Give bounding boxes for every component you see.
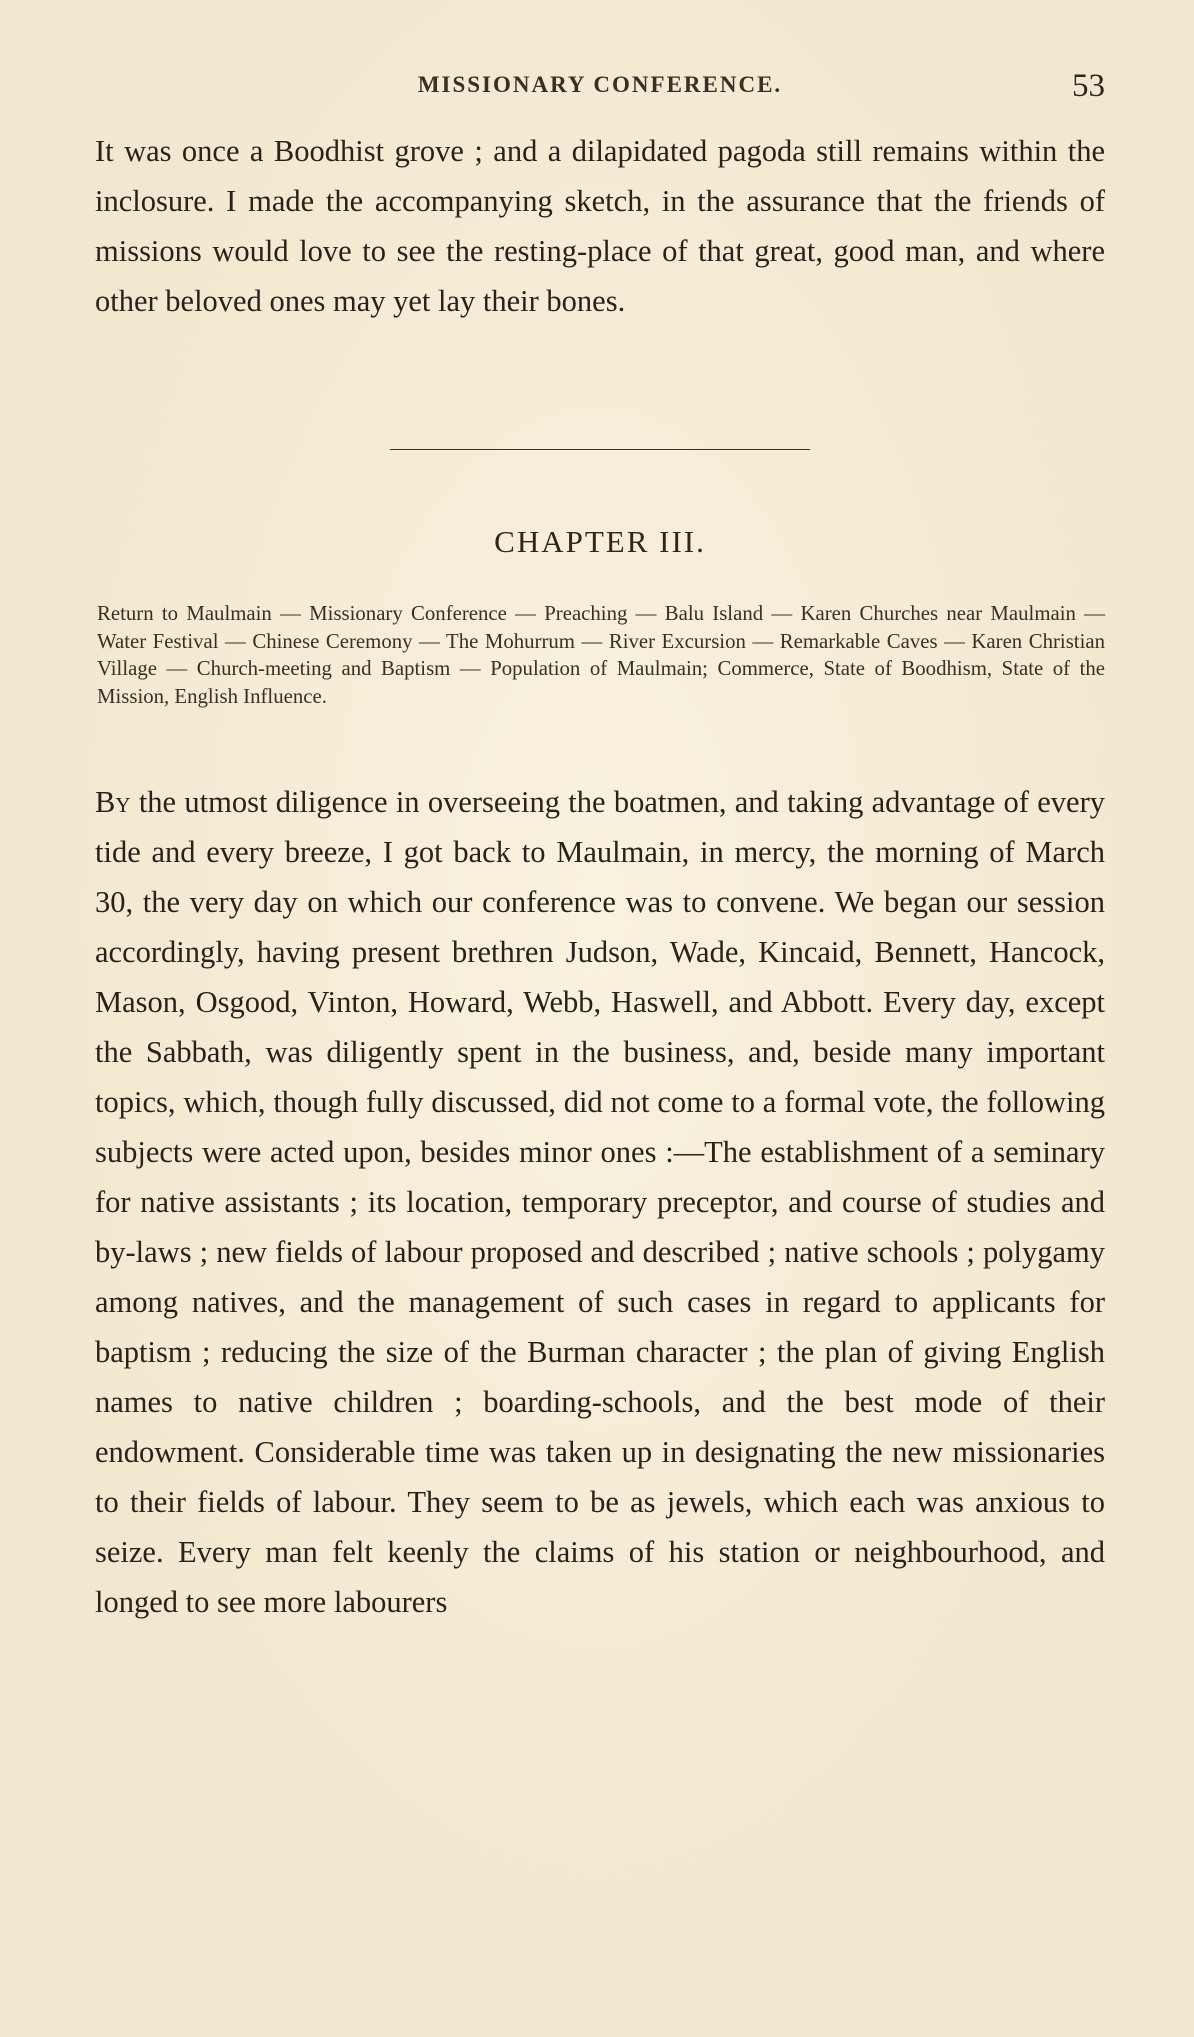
section-divider — [390, 449, 810, 450]
body-paragraph-text: the utmost diligence in overseeing the boatmen, and taking advantage of every tide and every breeze, I got back to Maulmain, in mercy, the morning of March 30, the very day on which our conference was to convene. We began our session accordingly, having present brethren Judson, Wade, Kincaid, Bennett, Hancock, Mason, Osgood, Vinton, Howard, Webb, Haswell, and Abbott. Every day, except the Sabbath, was diligently spent in the business, and, beside many important topics, which, though fully discussed, did not come to a formal vote, the following subjects were acted upon, besides minor ones :—The establishment of a seminary for native assistants ; its location, temporary preceptor, and course of studies and by-laws ; new fields of labour proposed and described ; native schools ; polygamy among natives, and the management of such cases in regard to applicants for baptism ; reducing the size of the Burman character ; the plan of giving English names to native children ; boarding-schools, and the best mode of their endowment. Considerable time was taken up in designating the new missionaries to their fields of labour. They seem to be as jewels, which each was anxious to seize. Every man felt keenly the claims of his station or neighbourhood, and longed to see more labourers — [95, 785, 1106, 1619]
body-paragraph — [95, 777, 1105, 1627]
opening-paragraph: It was once a Boodhist grove ; and a dilapidated pagoda still remains within the inclosure. I made the accompanying sketch, in the assurance that the friends of missions would love to see the resting-place of that great, good man, and where other beloved ones may yet lay their bones. — [95, 134, 1105, 318]
page-header — [95, 68, 1105, 108]
page-number: 53 — [1072, 68, 1105, 104]
running-head: MISSIONARY CONFERENCE. — [417, 72, 783, 97]
chapter-title: CHAPTER III. — [494, 524, 706, 559]
dropcap-word: By — [95, 785, 131, 819]
chapter-summary: Return to Maulmain — Missionary Conference — Preaching — Balu Island — Karen Churches near Maulmain — Water Festival — Chinese Ceremony — The Mohurrum — River Excursion — Remarkable Caves — Karen Christian Village — Church-meeting and Baptism — Population of Maulmain; Commerce, State of Boodhism, State of the Mission, English Influence. — [97, 602, 1105, 708]
